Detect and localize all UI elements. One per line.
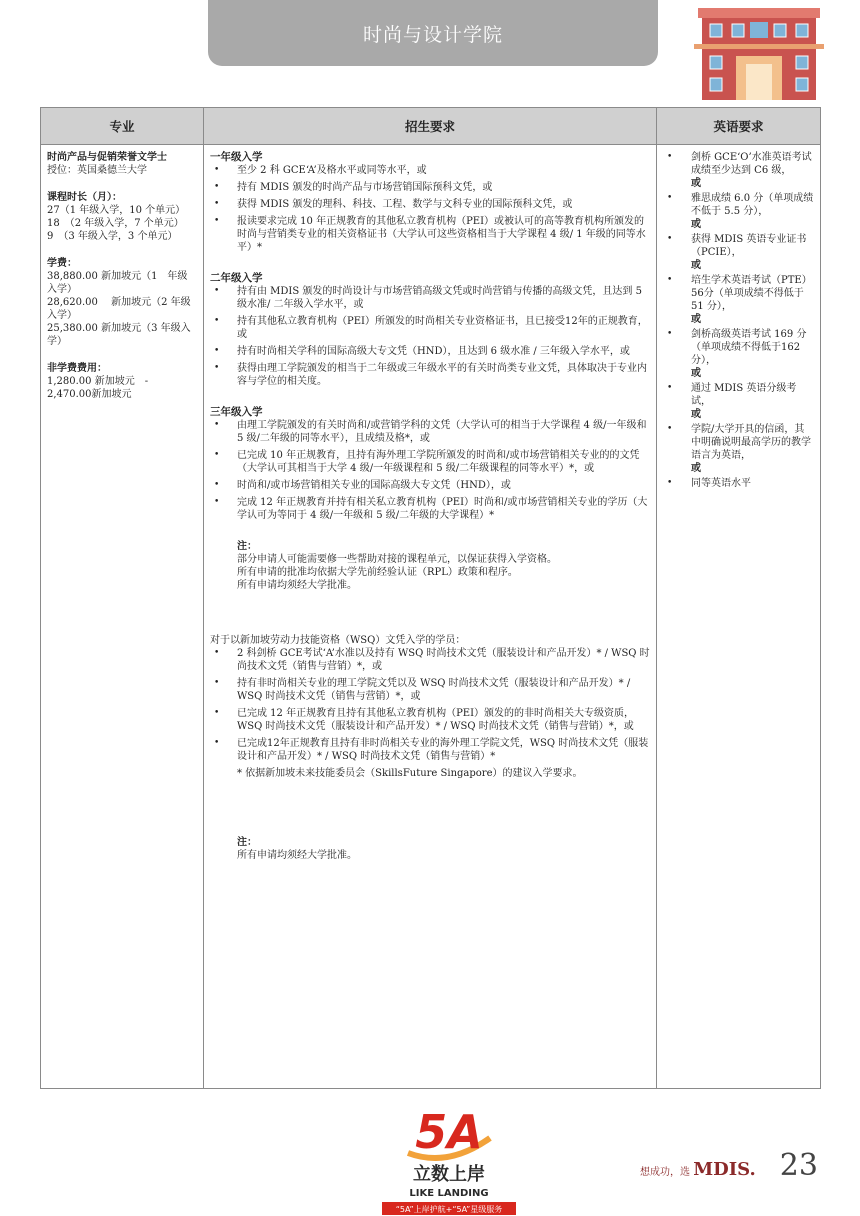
- english-cell: [657, 145, 821, 1089]
- fee-item: 25,380.00 新加坡元（3 年级入学）: [47, 323, 191, 347]
- list-item: • 持有非时尚相关专业的理工学院文凭以及 WSQ 时尚技术文凭（服装设计和产品开发）* / WSQ 时尚技术文凭（销售与营销）*，或: [210, 677, 650, 703]
- list-item: • 持有时尚相关学科的国际高级大专文凭（HND），且达到 6 级水准 / 三年级入学水平，或: [210, 345, 650, 358]
- list-item: • 持有其他私立教育机构（PEI）所颁发的时尚相关专业资格证书，且已接受12年的正规教育，或: [210, 315, 650, 341]
- fee-item: 38,880.00 新加坡元（1 年级入学）: [47, 271, 188, 295]
- list-item: • 已完成12年正规教育且持有非时尚相关专业的海外理工学院文凭，WSQ 时尚技术文凭（服装设计和产品开发）* / WSQ 时尚技术文凭（销售与营销）*: [210, 737, 650, 763]
- svg-text:LIKE LANDING: LIKE LANDING: [409, 1188, 489, 1199]
- list-item: • 学院/大学开具的信函，其中明确说明最高学历的教学语言为英语， 或: [663, 423, 814, 475]
- year3-list: [210, 419, 650, 522]
- table-header-row: [41, 108, 821, 145]
- wsq-intro: 对于以新加坡劳动力技能资格（WSQ）文凭入学的学员：: [210, 635, 466, 646]
- list-item: • 已完成 12 年正规教育且持有其他私立教育机构（PEI）颁发的的非时尚相关大专级资质，WSQ 时尚技术文凭（服装设计和产品开发）* / WSQ 时尚技术文凭（销售与营销）*，或: [210, 707, 650, 733]
- year1-title: 一年级入学: [210, 151, 263, 163]
- year2-title: 二年级入学: [210, 272, 263, 284]
- note2-line: 所有申请均须经大学批准。: [237, 850, 357, 861]
- list-item: • 获得由理工学院颁发的相当于二年级或三年级水平的有关时尚类专业文凭，具体取决于专业内容与学位的相关度。: [210, 362, 650, 388]
- list-item: • 雅思成绩 6.0 分（单项成绩不低于 5.5 分）， 或: [663, 192, 814, 231]
- header-title: 时尚与设计学院: [362, 23, 503, 46]
- admission-table: [40, 107, 821, 1089]
- slogan: 想成功，选 MDIS.: [640, 1159, 756, 1180]
- list-item: • 至少 2 科 GCE‘A’及格水平或同等水平，或: [210, 164, 650, 177]
- duration-label: 课程时长（月）：: [47, 192, 122, 203]
- list-item: • 由理工学院颁发的有关时尚和/或营销学科的文凭（大学认可的相当于大学课程 4 级/一年级和 5 级/二年级的同等水平），且成绩及格*，或: [210, 419, 650, 445]
- list-item: • 获得 MDIS 英语专业证书（PCIE）， 或: [663, 233, 814, 272]
- list-item: • 通过 MDIS 英语分级考试， 或: [663, 382, 814, 421]
- svg-text:5A: 5A: [415, 1105, 483, 1159]
- year3-title: 三年级入学: [210, 406, 263, 418]
- duration-item: 9 （3 年级入学，3 个单元）: [47, 231, 178, 242]
- list-item: • 已完成 10 年正规教育，且持有海外理工学院所颁发的时尚和/或市场营销相关专业的的文凭（大学认可其相当于大学 4 级/一年级课程和 5 级/二年级课程的同等水平）*，或: [210, 449, 650, 475]
- note1-line: 部分申请人可能需要修一些帮助对接的课程单元，以保证获得入学资格。: [237, 554, 557, 565]
- list-item: • 同等英语水平: [663, 477, 814, 490]
- english-list: [663, 151, 814, 490]
- list-item: • 报读要求完成 10 年正规教育的其他私立教育机构（PEI）或被认可的高等教育机构所颁发的时尚与营销类专业的相关资格证书（大学认可这些资格相当于大学课程 4 级/ 1 年级的同等水平）*: [210, 215, 650, 254]
- page-number: 23: [779, 1148, 818, 1183]
- header-major: 专业: [41, 108, 204, 145]
- program-award: 授位：英国桑德兰大学: [47, 165, 147, 176]
- list-item: • 培生学术英语考试（PTE）56分（单项成绩不得低于 51 分）， 或: [663, 274, 814, 326]
- like-landing-logo: [378, 1098, 520, 1216]
- list-item: • 完成 12 年正规教育并持有相关私立教育机构（PEI）时尚和/或市场营销相关专业的学历（大学认可为等同于 4 级/一年级和 5 级/二年级的大学课程）*: [210, 496, 650, 522]
- note1-line: 所有申请的批准均依据大学先前经验认证（RPL）政策和程序。: [237, 567, 518, 578]
- list-item: • 2 科剑桥 GCE考试‘A’水准以及持有 WSQ 时尚技术文凭（服装设计和产品开发）* / WSQ 时尚技术文凭（销售与营销）*，或: [210, 647, 650, 673]
- fee-item: 28,620.00 新加坡元（2 年级入学）: [47, 297, 191, 321]
- duration-item: 27（1 年级入学，10 个单元）: [47, 205, 186, 216]
- header-english: 英语要求: [657, 108, 821, 145]
- program-name: 时尚产品与促销荣誉文学士: [47, 152, 167, 163]
- page-footer: [640, 1148, 818, 1183]
- program-cell: [41, 145, 204, 1089]
- year2-list: [210, 285, 650, 388]
- nonfee-item: 2,470.00新加坡元: [47, 389, 132, 400]
- page-header: [208, 0, 658, 66]
- list-item: • 获得 MDIS 颁发的理科、科技、工程、数学与文科专业的国际预科文凭，或: [210, 198, 650, 211]
- list-item: • 持有由 MDIS 颁发的时尚设计与市场营销高级文凭或时尚营销与传播的高级文凭，且达到 5 级水准/ 二年级入学水平，或: [210, 285, 650, 311]
- fee-label: 学费：: [47, 258, 77, 269]
- list-item: • 剑桥高级英语考试 169 分（单项成绩不得低于162 分）， 或: [663, 328, 814, 380]
- note1-line: 所有申请均须经大学批准。: [237, 580, 357, 591]
- building-icon: [694, 4, 824, 102]
- list-item: • 持有 MDIS 颁发的时尚产品与市场营销国际预科文凭，或: [210, 181, 650, 194]
- note1-title: 注：: [237, 541, 257, 552]
- nonfee-item: 1,280.00 新加坡元 -: [47, 376, 149, 387]
- wsq-footnote: * 依据新加坡未来技能委员会（SkillsFuture Singapore）的建议入学要求。: [237, 768, 583, 779]
- list-item: • 剑桥 GCE‘O’水准英语考试成绩至少达到 C6 级， 或: [663, 151, 814, 190]
- year1-list: [210, 164, 650, 254]
- mdis-brand: MDIS.: [693, 1159, 756, 1180]
- duration-item: 18 （2 年级入学，7 个单元）: [47, 218, 184, 229]
- admission-cell: [204, 145, 657, 1089]
- header-admission: 招生要求: [204, 108, 657, 145]
- table-body-row: [41, 145, 821, 1089]
- nonfee-label: 非学费费用：: [47, 363, 107, 374]
- list-item: • 时尚和/或市场营销相关专业的国际高级大专文凭（HND），或: [210, 479, 650, 492]
- note2-title: 注：: [237, 837, 257, 848]
- svg-text:立数上岸: 立数上岸: [413, 1164, 485, 1185]
- wsq-list: [210, 647, 650, 763]
- svg-text:“5A”上岸护航+“5A”星级服务: “5A”上岸护航+“5A”星级服务: [395, 1205, 503, 1214]
